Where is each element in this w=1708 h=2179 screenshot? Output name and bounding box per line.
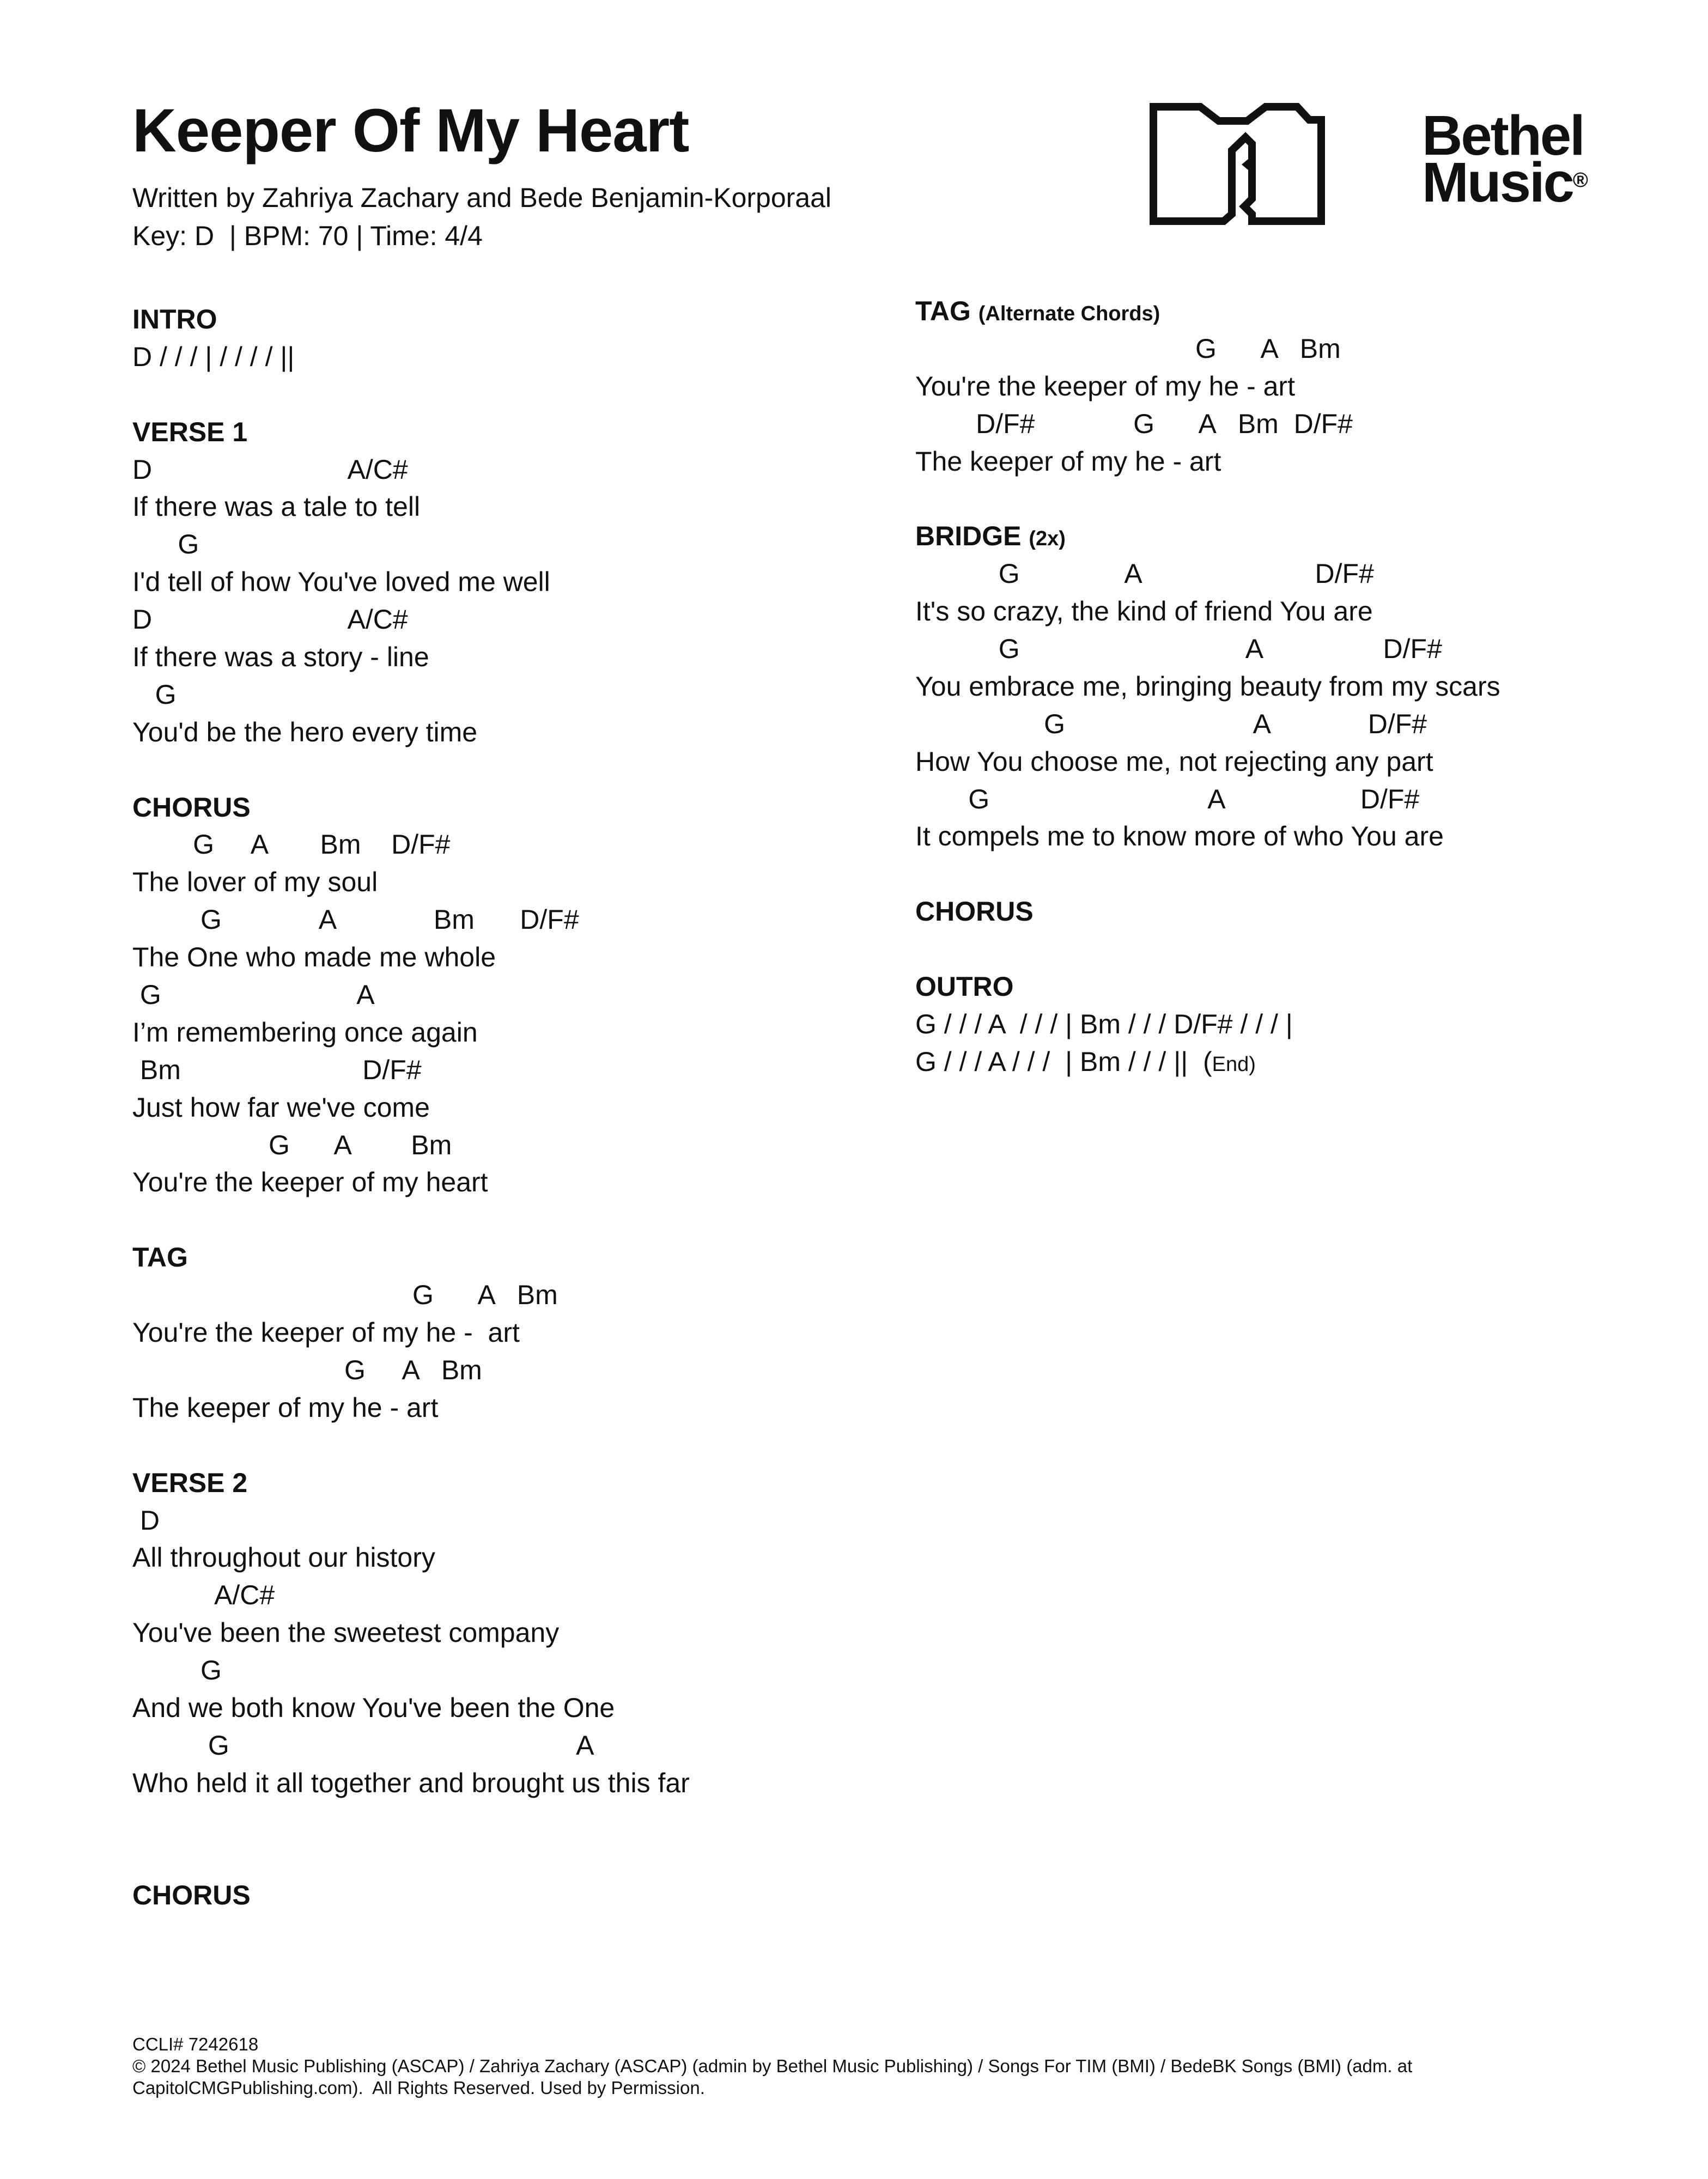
- chord-line: D: [132, 1505, 160, 1536]
- chorus-repeat-heading: CHORUS: [132, 1880, 251, 1911]
- tag-alt-heading: [915, 293, 1678, 330]
- left-column: [132, 301, 895, 1914]
- chord-line: G A Bm D/F#: [132, 904, 579, 935]
- lyric-line: You've been the sweetest company: [132, 1617, 560, 1648]
- lyric-line: The lover of my soul: [132, 867, 378, 898]
- tag-heading: TAG: [132, 1242, 188, 1273]
- lyric-line: Just how far we've come: [132, 1092, 430, 1123]
- chord-line: G A: [132, 979, 375, 1011]
- intro-heading: INTRO: [132, 304, 217, 334]
- lyric-line: All throughout our history: [132, 1542, 435, 1573]
- chord-line: G A Bm: [132, 1129, 452, 1160]
- chord-line: Bm D/F#: [132, 1054, 422, 1085]
- chord-line: D A/C#: [132, 454, 408, 485]
- outro-line-2-main: G / / / A / / / | Bm / / / || (: [915, 1046, 1212, 1077]
- registered-mark: ®: [1572, 169, 1588, 192]
- logo-text-line1: Bethel: [1422, 104, 1584, 167]
- lyric-line: If there was a tale to tell: [132, 491, 421, 522]
- song-info-line: Key: D | BPM: 70 | Time: 4/4: [132, 221, 483, 251]
- chorus-repeat-heading-right: CHORUS: [915, 896, 1034, 927]
- bridge-title: BRIDGE: [915, 521, 1022, 552]
- lyric-line: The keeper of my he - art: [915, 446, 1221, 477]
- intro-chords: D / / / | / / / / ||: [132, 341, 295, 372]
- chord-line: G A D/F#: [915, 634, 1442, 665]
- lyric-line: It's so crazy, the kind of friend You are: [915, 596, 1373, 627]
- writers-line: Written by Zahriya Zachary and Bede Benjamin-Korporaal: [132, 182, 832, 213]
- lyric-line: It compels me to know more of who You are: [915, 821, 1444, 852]
- chorus-heading: CHORUS: [132, 792, 251, 823]
- song-title: Keeper Of My Heart: [132, 96, 689, 165]
- outro-heading: OUTRO: [915, 971, 1014, 1002]
- lyric-line: The keeper of my he - art: [132, 1392, 439, 1423]
- chord-line: G A Bm: [132, 1354, 482, 1385]
- bethel-music-logo-text: [1422, 104, 1588, 214]
- outro-end-note: End): [1212, 1052, 1256, 1076]
- logo-text-line2: Music: [1422, 151, 1573, 214]
- right-column: [915, 293, 1678, 1081]
- verse1-heading: VERSE 1: [132, 416, 248, 447]
- chord-line: G A: [132, 1730, 594, 1761]
- tag-alt-title: TAG: [915, 296, 971, 326]
- lyric-line: I’m remembering once again: [132, 1017, 478, 1048]
- chord-line: G A Bm: [915, 333, 1341, 364]
- chord-line: G: [132, 679, 177, 710]
- lyric-line: If there was a story - line: [132, 642, 429, 673]
- lyric-line: You're the keeper of my heart: [132, 1167, 488, 1198]
- chord-line: G A D/F#: [915, 708, 1427, 739]
- lyric-line: Who held it all together and brought us this far: [132, 1767, 690, 1798]
- verse2-heading: VERSE 2: [132, 1467, 248, 1498]
- lyric-line: The One who made me whole: [132, 942, 496, 973]
- lyric-line: I'd tell of how You've loved me well: [132, 567, 550, 598]
- chord-line: D/F# G A Bm D/F#: [915, 408, 1353, 439]
- lyric-line: And we both know You've been the One: [132, 1692, 615, 1723]
- tag-alt-note: (Alternate Chords): [978, 302, 1160, 325]
- lyric-line: You're the keeper of my he - art: [132, 1317, 520, 1348]
- chord-line: A/C#: [132, 1580, 275, 1611]
- outro-line-2: [915, 1043, 1678, 1081]
- copyright-footer: [132, 2034, 1560, 2099]
- copyright-text: © 2024 Bethel Music Publishing (ASCAP) / Zahriya Zachary (ASCAP) (admin by Bethel Music Publishing) / Songs For TIM (BMI) / BedeBK Songs (BMI) (adm. at CapitolCMGPublishing.com). All Rights Reserved. Used by Permission.: [132, 2056, 1418, 2098]
- chord-line: D A/C#: [132, 604, 408, 635]
- chord-line: G: [132, 529, 199, 560]
- song-credits: [132, 179, 831, 255]
- chord-line: G A D/F#: [915, 558, 1374, 589]
- lyric-line: You're the keeper of my he - art: [915, 370, 1295, 401]
- outro-line-1: G / / / A / / / | Bm / / / D/F# / / / |: [915, 1008, 1293, 1039]
- ccli-number: CCLI# 7242618: [132, 2034, 259, 2054]
- lyric-line: How You choose me, not rejecting any part: [915, 746, 1433, 777]
- bridge-note: (2x): [1029, 527, 1066, 551]
- bridge-heading: [915, 518, 1678, 555]
- lyric-line: You embrace me, bringing beauty from my scars: [915, 671, 1500, 702]
- chord-line: G: [132, 1655, 222, 1686]
- chord-line: G A D/F#: [915, 783, 1420, 814]
- lyric-line: You'd be the hero every time: [132, 716, 478, 747]
- chord-line: G A Bm D/F#: [132, 829, 451, 860]
- chord-line: G A Bm: [132, 1280, 558, 1311]
